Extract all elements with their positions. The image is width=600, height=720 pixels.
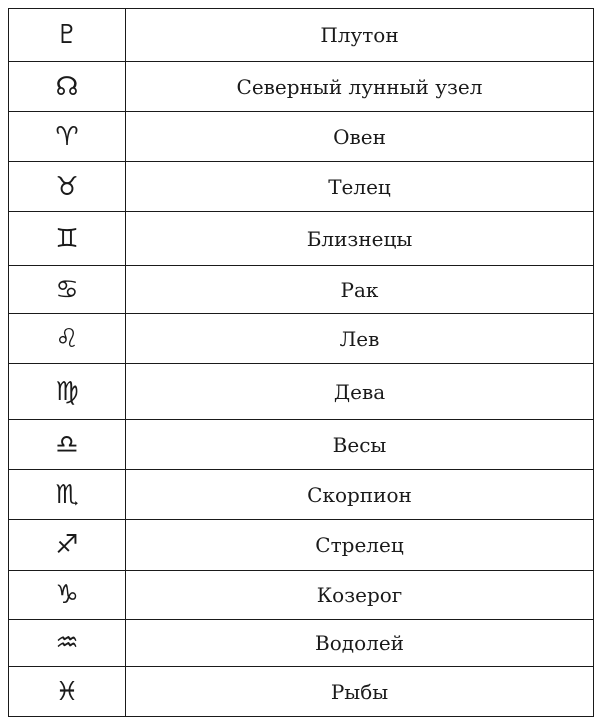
table-row	[9, 520, 594, 571]
sagittarius-icon: ♐	[9, 520, 126, 571]
symbol-name: Водолей	[126, 620, 594, 667]
symbol-name: Козерог	[126, 571, 594, 620]
symbol-name: Весы	[126, 420, 594, 470]
aries-icon: ♈	[9, 112, 126, 162]
north-node-icon: ☊	[9, 62, 126, 112]
table-row	[9, 364, 594, 420]
symbol-name: Телец	[126, 162, 594, 212]
table-row	[9, 212, 594, 266]
symbol-name: Овен	[126, 112, 594, 162]
symbol-name: Северный лунный узел	[126, 62, 594, 112]
pluto-icon: ♇	[9, 9, 126, 62]
table-row	[9, 266, 594, 314]
table-row	[9, 470, 594, 520]
symbol-name: Лев	[126, 314, 594, 364]
taurus-icon: ♉	[9, 162, 126, 212]
table-row	[9, 571, 594, 620]
symbol-name: Скорпион	[126, 470, 594, 520]
symbol-table-body	[9, 9, 594, 717]
table-row	[9, 162, 594, 212]
table-row	[9, 620, 594, 667]
symbol-name: Рыбы	[126, 667, 594, 717]
table-row	[9, 62, 594, 112]
aquarius-icon: ♒	[9, 620, 126, 667]
symbol-name: Близнецы	[126, 212, 594, 266]
symbol-name: Рак	[126, 266, 594, 314]
table-row	[9, 667, 594, 717]
symbol-name: Плутон	[126, 9, 594, 62]
cancer-icon: ♋	[9, 266, 126, 314]
table-row	[9, 112, 594, 162]
libra-icon: ♎	[9, 420, 126, 470]
capricorn-icon: ♑	[9, 571, 126, 620]
table-row	[9, 9, 594, 62]
symbol-name: Стрелец	[126, 520, 594, 571]
symbol-name: Дева	[126, 364, 594, 420]
leo-icon: ♌	[9, 314, 126, 364]
gemini-icon: ♊	[9, 212, 126, 266]
table-row	[9, 420, 594, 470]
table-row	[9, 314, 594, 364]
symbol-table	[8, 8, 594, 717]
pisces-icon: ♓	[9, 667, 126, 717]
virgo-icon: ♍	[9, 364, 126, 420]
scorpio-icon: ♏	[9, 470, 126, 520]
